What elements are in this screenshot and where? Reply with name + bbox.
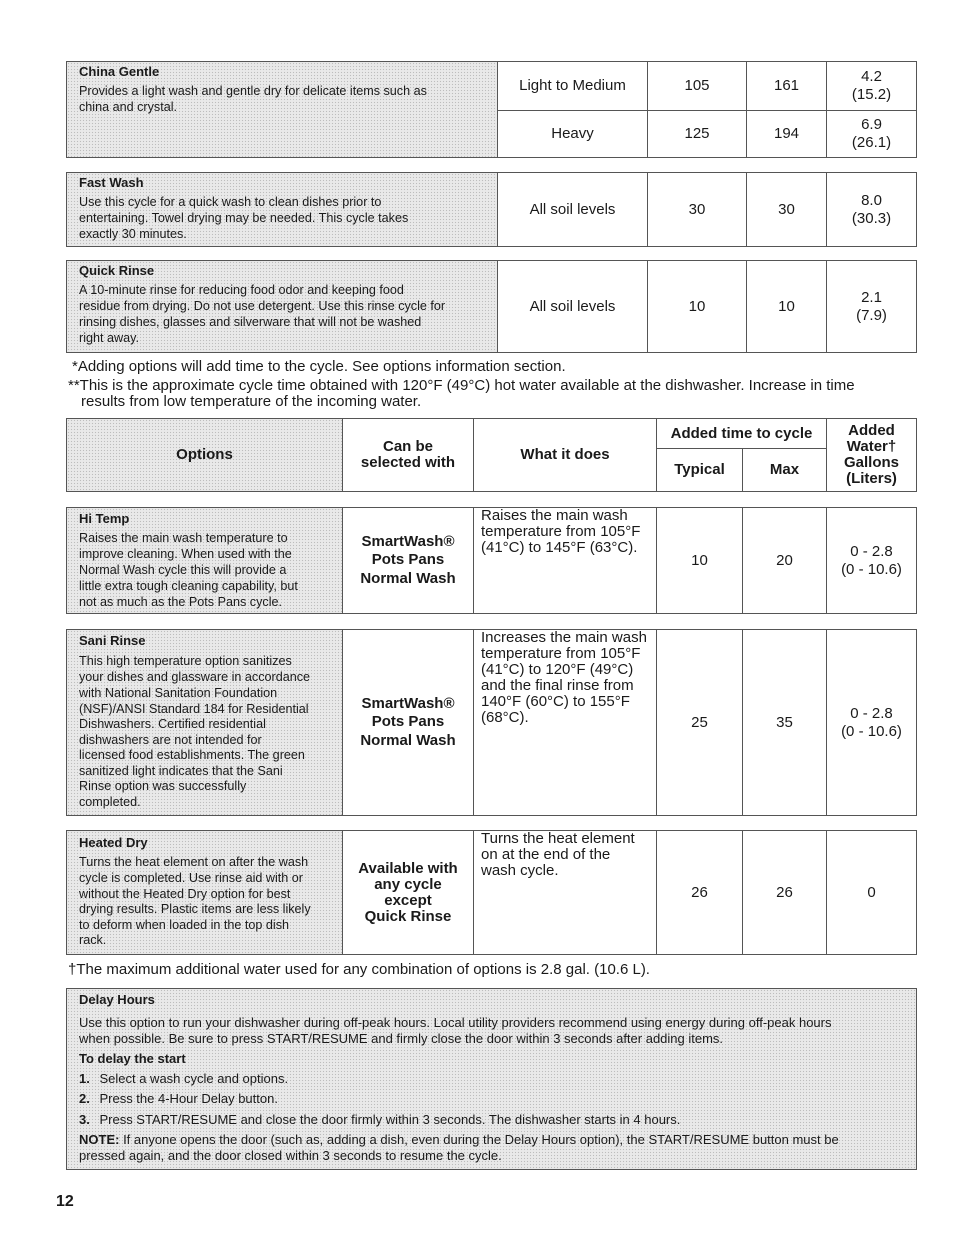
cycle-name: except bbox=[384, 891, 432, 909]
added-time-max: 20 bbox=[742, 508, 826, 613]
note-label: NOTE: bbox=[79, 1132, 120, 1147]
header-water-added: Added bbox=[848, 422, 895, 439]
water-liters: (30.3) bbox=[851, 209, 892, 227]
option-desc-line: Raises the main wash temperature to bbox=[79, 531, 288, 545]
option-desc-line: Dishwashers. Certified residential bbox=[79, 717, 266, 731]
option-desc-line: without the Heated Dry option for best bbox=[79, 887, 291, 901]
header-what-it-does: What it does bbox=[473, 419, 656, 491]
soil-level: All soil levels bbox=[497, 261, 647, 352]
water-liters: (0 - 10.6) bbox=[841, 722, 902, 740]
option-what-it-does bbox=[473, 508, 656, 613]
cycle-quick-rinse bbox=[66, 260, 917, 353]
cycle-name: SmartWash® bbox=[361, 694, 455, 712]
note-adding-options: *Adding options will add time to the cycle. See options information section. bbox=[72, 358, 566, 375]
cycle-time-max: 30 bbox=[746, 173, 826, 246]
water-gallons: 2.1 bbox=[861, 288, 882, 306]
cycle-desc-line: exactly 30 minutes. bbox=[79, 227, 187, 241]
option-desc-line: completed. bbox=[79, 795, 141, 809]
added-water bbox=[826, 630, 916, 815]
option-desc-line: your dishes and glassware in accordance bbox=[79, 670, 311, 684]
step-text: Select a wash cycle and options. bbox=[99, 1071, 289, 1086]
step-number: 2. bbox=[79, 1091, 90, 1106]
header-added-water bbox=[826, 419, 916, 491]
cycle-time-max: 194 bbox=[746, 111, 826, 157]
option-heated-dry bbox=[66, 830, 917, 955]
delay-note-cont: pressed again, and the door closed within 3 seconds to resume the cycle. bbox=[79, 1148, 502, 1163]
water-gallons: 8.0 bbox=[861, 191, 882, 209]
option-desc-line: Turns the heat element on after the wash bbox=[79, 855, 309, 869]
option-desc-line: improve cleaning. When used with the bbox=[79, 547, 292, 561]
option-desc-line: (NSF)/ANSI Standard 184 for Residential bbox=[79, 702, 309, 716]
added-water bbox=[826, 508, 916, 613]
option-desc-line: Rinse option was successfully bbox=[79, 779, 247, 793]
cycle-desc-line: china and crystal. bbox=[79, 100, 178, 114]
what-line: (41°C) to 145°F (63°C). bbox=[481, 539, 638, 556]
water-gallons: 4.2 bbox=[861, 68, 882, 85]
page-number: 12 bbox=[56, 1193, 74, 1210]
added-time-max: 35 bbox=[742, 630, 826, 815]
header-added-time: Added time to cycle bbox=[656, 419, 826, 449]
cycle-name: Normal Wash bbox=[360, 731, 456, 749]
header-max: Max bbox=[742, 449, 826, 491]
header-options: Options bbox=[176, 446, 233, 463]
water-usage bbox=[826, 261, 916, 352]
cycle-china-gentle bbox=[66, 61, 917, 158]
added-time-typical: 26 bbox=[656, 831, 742, 954]
option-desc-line: not as much as the Pots Pans cycle. bbox=[79, 595, 283, 609]
water-liters: (0 - 10.6) bbox=[841, 560, 902, 578]
soil-level: Heavy bbox=[497, 111, 647, 157]
what-line: on at the end of the bbox=[481, 846, 611, 863]
option-sani-rinse bbox=[66, 629, 917, 816]
option-title: Sani Rinse bbox=[79, 633, 146, 648]
option-hi-temp bbox=[66, 507, 917, 614]
cycle-name: Normal Wash bbox=[360, 569, 456, 587]
note-text: If anyone opens the door (such as, adding a dish, even during the Delay Hours option), the START/RESUME button must be bbox=[119, 1132, 839, 1147]
option-selectable-cycles bbox=[342, 831, 473, 954]
option-selectable-cycles bbox=[342, 630, 473, 815]
step-text: Press START/RESUME and close the door firmly within 3 seconds. The dishwasher starts in 4 hours. bbox=[99, 1112, 681, 1127]
what-line: Turns the heat element bbox=[481, 830, 635, 847]
option-desc-line: with National Sanitation Foundation bbox=[79, 686, 278, 700]
header-can-be-selected bbox=[342, 419, 473, 491]
header-gallons: Gallons bbox=[843, 454, 899, 471]
step-number: 1. bbox=[79, 1071, 90, 1086]
water-usage bbox=[826, 62, 916, 110]
option-what-it-does bbox=[473, 831, 656, 954]
cycle-desc-line: residue from drying. Do not use detergent. Use this rinse cycle for bbox=[79, 299, 446, 313]
soil-level: All soil levels bbox=[497, 173, 647, 246]
what-line: and the final rinse from bbox=[481, 677, 634, 694]
option-selectable-cycles bbox=[342, 508, 473, 613]
footnote-max-water: †The maximum additional water used for any combination of options is 2.8 gal. (10.6 L). bbox=[68, 961, 650, 978]
option-desc-line: to deform when loaded in the top dish bbox=[79, 918, 290, 932]
option-desc-line: little extra tough cleaning capability, but bbox=[79, 579, 298, 593]
added-water bbox=[826, 831, 916, 954]
what-line: wash cycle. bbox=[481, 862, 559, 879]
water-gallons: 6.9 bbox=[861, 116, 882, 133]
water-gallons: 0 - 2.8 bbox=[850, 704, 893, 722]
cycle-time-typical: 30 bbox=[647, 173, 746, 246]
cycle-title: Fast Wash bbox=[79, 175, 144, 190]
delay-paragraph-line: when possible. Be sure to press START/RESUME and firmly close the door within 3 seconds after adding items. bbox=[79, 1031, 724, 1046]
added-time-typical: 10 bbox=[656, 508, 742, 613]
option-desc-line: sanitized light indicates that the Sani bbox=[79, 764, 283, 778]
cycle-name: Available with bbox=[358, 859, 458, 877]
what-line: (68°C). bbox=[481, 709, 529, 726]
option-title: Heated Dry bbox=[79, 835, 148, 850]
delay-paragraph-line: Use this option to run your dishwasher during off-peak hours. Local utility providers recommend using energy during off-peak hours bbox=[79, 1015, 832, 1030]
cycle-desc-line: right away. bbox=[79, 331, 139, 345]
what-line: 140°F (60°C) to 155°F bbox=[481, 693, 630, 710]
what-line: Increases the main wash bbox=[481, 629, 647, 646]
cycle-title: Quick Rinse bbox=[79, 263, 155, 278]
option-desc-line: Normal Wash cycle this will provide a bbox=[79, 563, 287, 577]
water-gallons: 0 - 2.8 bbox=[850, 542, 893, 560]
note-cycle-time: **This is the approximate cycle time obtained with 120°F (49°C) hot water available at the dishwasher. Increase in time bbox=[68, 377, 855, 394]
what-line: Raises the main wash bbox=[481, 507, 628, 524]
cycle-time-max: 161 bbox=[746, 62, 826, 110]
option-title: Hi Temp bbox=[79, 511, 130, 526]
water-liters: (7.9) bbox=[856, 306, 887, 324]
cycle-time-typical: 105 bbox=[647, 62, 746, 110]
what-line: (41°C) to 120°F (49°C) bbox=[481, 661, 634, 678]
water-usage bbox=[826, 173, 916, 246]
option-what-it-does bbox=[473, 630, 656, 815]
cycle-name: Pots Pans bbox=[371, 551, 445, 569]
cycle-time-max: 10 bbox=[746, 261, 826, 352]
option-desc-line: cycle is completed. Use rinse aid with or bbox=[79, 871, 303, 885]
header-can-be: Can be bbox=[382, 438, 433, 455]
option-desc-line: drying results. Plastic items are less likely bbox=[79, 902, 311, 916]
delay-step bbox=[79, 1110, 680, 1130]
option-desc-line: rack. bbox=[79, 933, 107, 947]
header-liters: (Liters) bbox=[846, 470, 897, 487]
cycle-name: Quick Rinse bbox=[364, 907, 452, 925]
option-desc-line: This high temperature option sanitizes bbox=[79, 654, 292, 668]
cycle-name: Pots Pans bbox=[371, 713, 445, 731]
added-time-typical: 25 bbox=[656, 630, 742, 815]
delay-subtitle: To delay the start bbox=[79, 1051, 186, 1066]
water-usage bbox=[826, 111, 916, 157]
option-desc-line: dishwashers are not intended for bbox=[79, 733, 262, 747]
cycle-title: China Gentle bbox=[79, 64, 160, 79]
water-liters: (26.1) bbox=[851, 134, 892, 151]
cycle-time-typical: 10 bbox=[647, 261, 746, 352]
options-header bbox=[66, 418, 917, 492]
cycle-desc-line: Provides a light wash and gentle dry for delicate items such as bbox=[79, 84, 427, 98]
cycle-time-typical: 125 bbox=[647, 111, 746, 157]
cycle-fast-wash bbox=[66, 172, 917, 247]
cycle-desc-line: Use this cycle for a quick wash to clean dishes prior to bbox=[79, 195, 382, 209]
delay-hours-box bbox=[66, 988, 917, 1170]
cycle-desc-line: entertaining. Towel drying may be needed. This cycle takes bbox=[79, 211, 409, 225]
soil-level: Light to Medium bbox=[497, 62, 647, 110]
water-liters: (15.2) bbox=[851, 86, 892, 103]
step-text: Press the 4-Hour Delay button. bbox=[99, 1091, 278, 1106]
delay-step bbox=[79, 1089, 278, 1109]
water-gallons: 0 bbox=[867, 883, 876, 901]
what-line: temperature from 105°F bbox=[481, 645, 641, 662]
delay-step bbox=[79, 1069, 288, 1089]
option-desc-line: licensed food establishments. The green bbox=[79, 748, 305, 762]
cycle-desc-line: A 10-minute rinse for reducing food odor and keeping food bbox=[79, 283, 404, 297]
header-typical: Typical bbox=[656, 449, 742, 491]
added-time-max: 26 bbox=[742, 831, 826, 954]
header-selected-with: selected with bbox=[360, 454, 456, 471]
header-water: Water† bbox=[846, 438, 897, 455]
cycle-name: SmartWash® bbox=[361, 532, 455, 550]
note-cycle-time-cont: results from low temperature of the incoming water. bbox=[81, 393, 422, 410]
delay-title: Delay Hours bbox=[79, 992, 155, 1007]
cycle-desc-line: rinsing dishes, glasses and silverware that will not be washed bbox=[79, 315, 422, 329]
cycle-name: any cycle bbox=[374, 875, 442, 893]
what-line: temperature from 105°F bbox=[481, 523, 641, 540]
step-number: 3. bbox=[79, 1112, 90, 1127]
